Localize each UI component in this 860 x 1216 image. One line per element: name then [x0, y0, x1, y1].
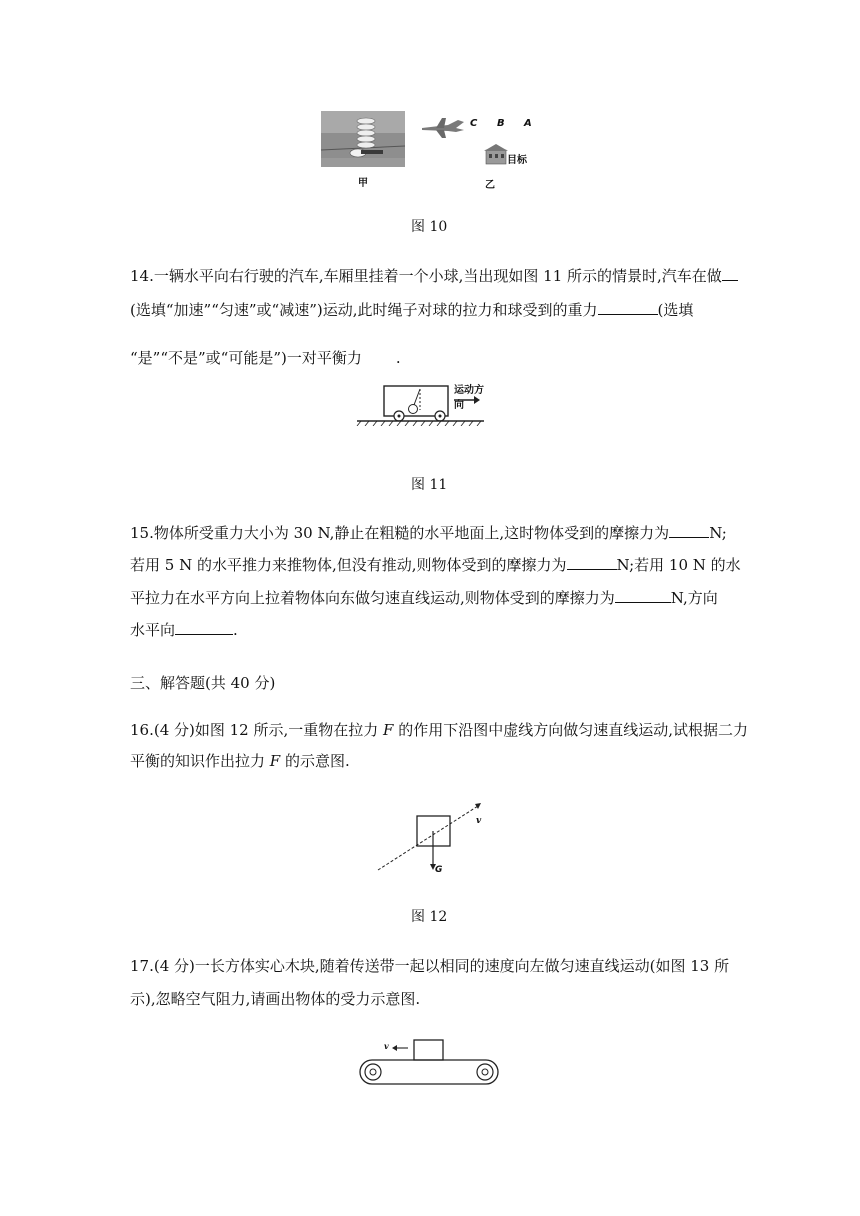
ball-icon — [409, 405, 418, 414]
q15-text-3a: 平拉力在水平方向上拉着物体向东做匀速直线运动,则物体受到的摩擦力为 — [130, 589, 615, 607]
q14-text-1: 14.一辆水平向右行驶的汽车,车厢里挂着一个小球,当出现如图 11 所示的情景时,汽车在做 — [130, 267, 722, 285]
string-line — [414, 389, 420, 405]
q15-text-4b: . — [233, 621, 238, 639]
figure-11 — [352, 380, 492, 426]
q14-line-3 — [130, 348, 401, 368]
q15-line-1 — [130, 523, 727, 543]
q16-text-1a: 16.(4 分)如图 12 所示,一重物在拉力 — [130, 721, 379, 739]
q14-line-2 — [130, 300, 693, 320]
q15-line-3 — [130, 588, 718, 608]
q15-line-2 — [130, 555, 741, 575]
label-jia: 甲 — [358, 178, 368, 189]
q15-text-1a: 15.物体所受重力大小为 30 N,静止在粗糙的水平地面上,这时物体受到的摩擦力为 — [130, 524, 670, 542]
g-label: G — [435, 865, 443, 875]
q16-text-2b: 的示意图. — [285, 752, 350, 770]
q17-line-2: 示),忽略空气阻力,请画出物体的受力示意图. — [130, 990, 421, 1008]
direction-label: 运动方向 — [454, 385, 484, 411]
q14-text-2a: (选填“加速”“匀速”或“减速”)运动,此时绳子对球的拉力和球受到的重力 — [130, 301, 598, 319]
q15-text-2a: 若用 5 N 的水平推力来推物体,但没有推动,则物体受到的摩擦力为 — [130, 556, 567, 574]
letter-c: C — [470, 118, 478, 129]
q15-text-2b: N;若用 10 N 的水 — [616, 556, 741, 574]
q14-line-1 — [130, 266, 738, 286]
figure-10 — [318, 108, 548, 191]
q15-text-1b: N; — [709, 524, 727, 542]
q15-text-4a: 水平向 — [130, 621, 176, 639]
v-label-13: v — [384, 1041, 389, 1051]
q15-blank-4[interactable] — [175, 620, 233, 635]
q14-text-3b: . — [395, 349, 401, 367]
q17-line-1: 17.(4 分)一长方体实心木块,随着传送带一起以相同的速度向左做匀速直线运动(如图 13 所 — [130, 957, 730, 975]
path-arrowhead-icon — [475, 803, 481, 809]
figure-13 — [356, 1036, 502, 1088]
letter-b: B — [497, 118, 505, 129]
figure-12 — [374, 796, 490, 878]
right-roller-icon — [477, 1064, 493, 1080]
q15-blank-1[interactable] — [669, 523, 709, 538]
left-roller-icon — [365, 1064, 381, 1080]
target-building-icon — [484, 144, 508, 164]
q16-text-1b: 的作用下沿图中虚线方向做匀速直线运动,试根据二力 — [398, 721, 749, 739]
v-label: v — [476, 816, 482, 826]
q16-line-2 — [130, 751, 350, 771]
figure-10-caption: 图 10 — [411, 219, 448, 235]
q14-blank-2[interactable] — [598, 300, 658, 315]
figure-11-caption: 图 11 — [411, 477, 448, 493]
figure-13-drawing — [356, 1036, 502, 1088]
q15-text-3b: N,方向 — [670, 589, 718, 607]
wooden-block — [414, 1040, 443, 1060]
airplane-icon — [422, 118, 464, 138]
figure-12-drawing — [374, 796, 490, 878]
figure-12-caption: 图 12 — [411, 909, 448, 925]
target-label: 目标 — [507, 155, 527, 166]
q14-text-2b: (选填 — [657, 301, 694, 319]
letter-a: A — [524, 118, 532, 129]
q15-blank-2[interactable] — [567, 555, 617, 570]
q16-line-1 — [130, 720, 748, 740]
q16-text-2a: 平衡的知识作出拉力 — [130, 752, 266, 770]
q16-force-symbol-1: F — [383, 721, 394, 739]
q15-blank-3[interactable] — [615, 588, 671, 603]
q16-force-symbol-2: F — [269, 752, 281, 770]
figure-10-drawing — [318, 108, 548, 188]
q14-text-3a: “是”“不是”或“可能是”)一对平衡力 — [130, 349, 362, 367]
q15-line-4 — [130, 620, 238, 640]
q14-blank-1[interactable] — [722, 266, 738, 281]
label-yi: 乙 — [485, 180, 495, 191]
velocity-arrow-icon — [392, 1045, 408, 1051]
section-3-title: 三、解答题(共 40 分) — [130, 674, 276, 692]
